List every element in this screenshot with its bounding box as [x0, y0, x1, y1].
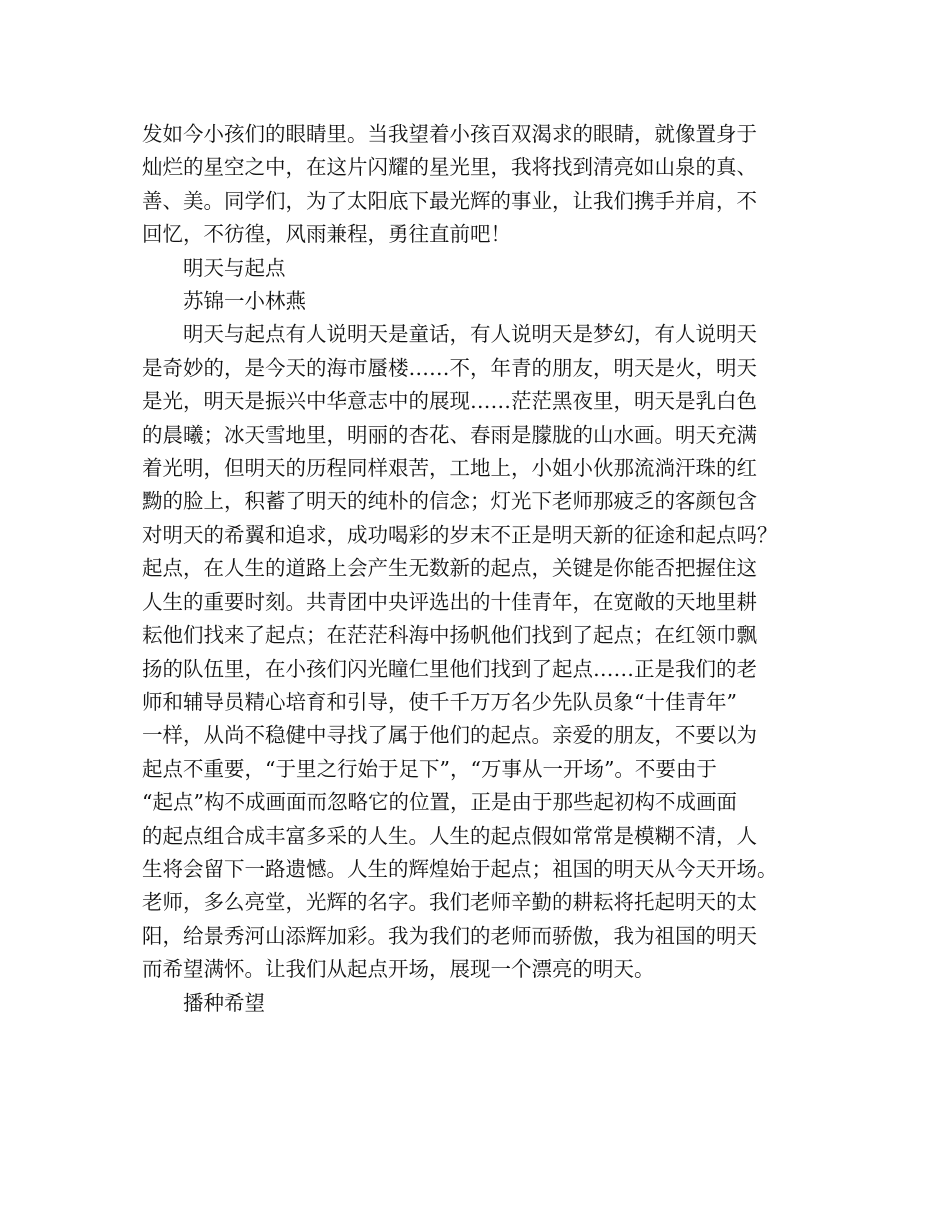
text-line: 起点，在人生的道路上会产生无数新的起点，关键是你能否把握住这 [142, 556, 757, 581]
text-line: 的起点组合成丰富多采的人生。人生的起点假如常常是模糊不清，人 [142, 823, 757, 848]
author-text: 苏锦一小林燕 [183, 289, 306, 314]
text-line: 生将会留下一路遗憾。人生的辉煌始于起点；祖国的明天从今天开场。 [142, 856, 778, 881]
text-line: 是奇妙的，是今天的海市蜃楼……不，年青的朋友，明天是火，明天 [142, 355, 757, 380]
document-body [142, 118, 842, 1020]
text-line: 扬的队伍里，在小孩们闪光瞳仁里他们找到了起点……正是我们的老 [142, 656, 757, 681]
text-line: 的晨曦；冰天雪地里，明丽的杏花、春雨是朦胧的山水画。明天充满 [142, 422, 757, 447]
text-line: 起点不重要，“于里之行始于足下”，“万事从一开场”。不要由于 [142, 756, 717, 781]
text-line: 师和辅导员精心培育和引导，使千千万万名少先队员象“十佳青年” [142, 689, 737, 714]
text-line: 善、美。同学们，为了太阳底下最光辉的事业，让我们携手并肩，不 [142, 188, 757, 213]
author-line [142, 285, 842, 318]
text-line: 回忆，不彷徨，风雨兼程，勇往直前吧！ [142, 222, 511, 247]
text-line: 阳，给景秀河山添辉加彩。我为我们的老师而骄傲，我为祖国的明天 [142, 923, 757, 948]
heading-text: 播种希望 [183, 990, 265, 1015]
text-line: 老师，多么亮堂，光辉的名字。我们老师辛勤的耕耘将托起明天的太 [142, 890, 757, 915]
text-line: 一样，从尚不稳健中寻找了属于他们的起点。亲爱的朋友，不要以为 [142, 723, 757, 748]
paragraph-body [142, 318, 842, 986]
text-line: 发如今小孩们的眼睛里。当我望着小孩百双渴求的眼睛，就像置身于 [142, 122, 757, 146]
text-line: 明天与起点有人说明天是童话，有人说明天是梦幻，有人说明天 [183, 322, 757, 347]
text-line: 着光明，但明天的历程同样艰苦，工地上，小姐小伙那流淌汗珠的红 [142, 456, 757, 481]
text-line: 是光，明天是振兴中华意志中的展现……茫茫黑夜里，明天是乳白色 [142, 389, 757, 414]
heading-text: 明天与起点 [183, 255, 286, 280]
text-line: 黝的脸上，积蓄了明天的纯朴的信念；灯光下老师那疲乏的客颜包含 [142, 489, 757, 514]
text-line: 而希望满怀。让我们从起点开场，展现一个漂亮的明天。 [142, 957, 655, 982]
text-line: “起点”构不成画面而忽略它的位置，正是由于那些起初构不成画面 [142, 790, 737, 815]
text-line: 人生的重要时刻。共青团中央评选出的十佳青年，在宽敞的天地里耕 [142, 589, 757, 614]
text-line: 对明天的希翼和追求，成功喝彩的岁末不正是明天新的征途和起点吗？ [142, 522, 778, 547]
text-line: 耘他们找来了起点；在茫茫科海中扬帆他们找到了起点；在红领巾飘 [142, 623, 757, 648]
section-heading [142, 987, 842, 1020]
paragraph-continuation [142, 118, 842, 252]
text-line: 灿烂的星空之中，在这片闪耀的星光里，我将找到清亮如山泉的真、 [142, 155, 757, 180]
section-heading [142, 252, 842, 285]
